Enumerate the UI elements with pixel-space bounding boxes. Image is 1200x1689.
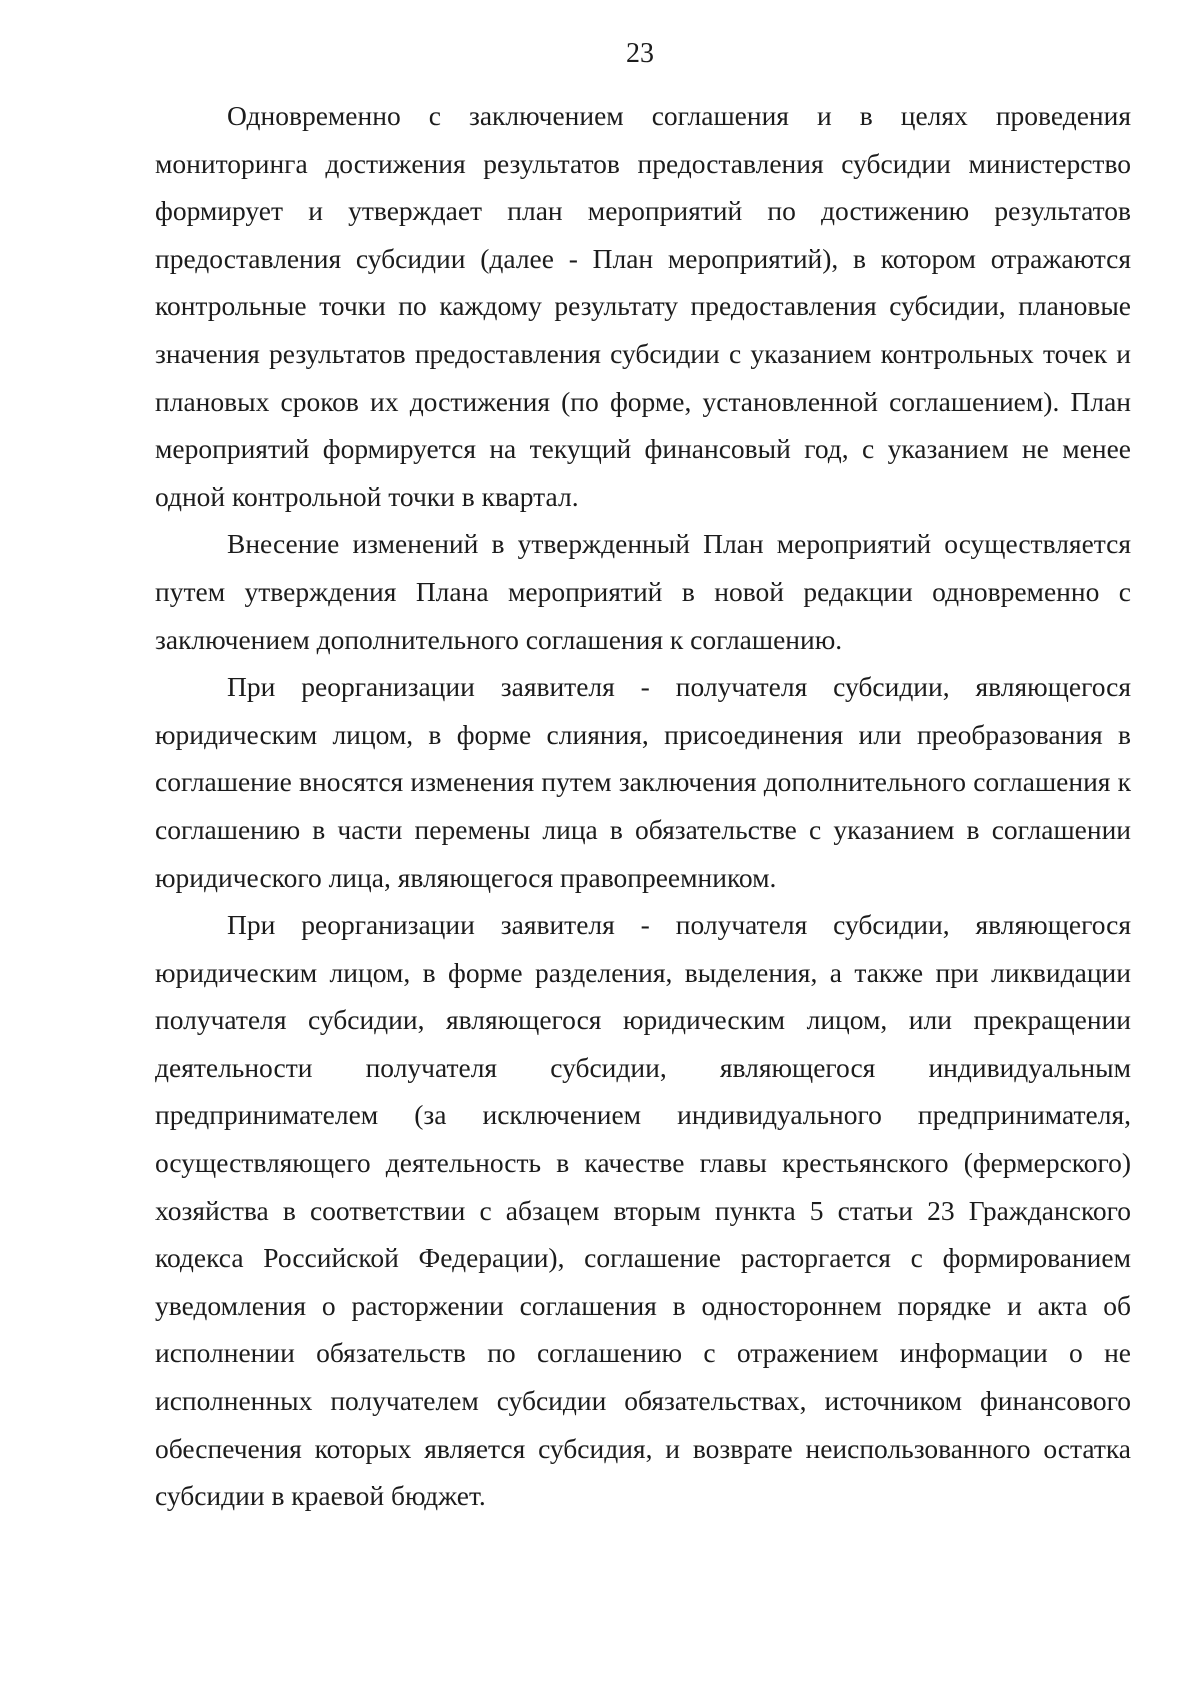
page-number: 23 bbox=[626, 38, 654, 69]
paragraph-plan-changes: Внесение изменений в утвержденный План мероприятий осуществляется путем утверждения Плана мероприятий в новой редакции одновременно с заключением дополнительного соглашения к соглашению. bbox=[155, 528, 1131, 655]
paragraph-monitoring-plan: Одновременно с заключением соглашения и в целях проведения мониторинга достижения результатов предоставления субсидии министерство формирует и утверждает план мероприятий по достижению результатов предоставления субсидии (далее - План мероприятий), в котором отражаются контрольные точки по каждому результату предоставления субсидии, плановые значения результатов предоставления субсидии с указанием контрольных точек и плановых сроков их достижения (по форме, установленной соглашением). План мероприятий формируется на текущий финансовый год, с указанием не менее одной контрольной точки в квартал. bbox=[155, 100, 1131, 512]
paragraph-reorganization-merger: При реорганизации заявителя - получателя субсидии, являющегося юридическим лицом, в форме слияния, присоединения или преобразования в соглашение вносятся изменения путем заключения дополнительного соглашения к соглашению в части перемены лица в обязательстве с указанием в соглашении юридического лица, являющегося правопреемником. bbox=[155, 671, 1131, 893]
document-body bbox=[155, 92, 1131, 1520]
paragraph-reorganization-division: При реорганизации заявителя - получателя субсидии, являющегося юридическим лицом, в форме разделения, выделения, а также при ликвидации получателя субсидии, являющегося юридическим лицом, или прекращении деятельности получателя субсидии, являющегося индивидуальным предпринимателем (за исключением индивидуального предпринимателя, осуществляющего деятельность в качестве главы крестьянского (фермерского) хозяйства в соответствии с абзацем вторым пункта 5 статьи 23 Гражданского кодекса Российской Федерации), соглашение расторгается с формированием уведомления о расторжении соглашения в одностороннем порядке и акта об исполнении обязательств по соглашению с отражением информации о не исполненных получателем субсидии обязательствах, источником финансового обеспечения которых является субсидия, и возврате неиспользованного остатка субсидии в краевой бюджет. bbox=[155, 909, 1131, 1512]
